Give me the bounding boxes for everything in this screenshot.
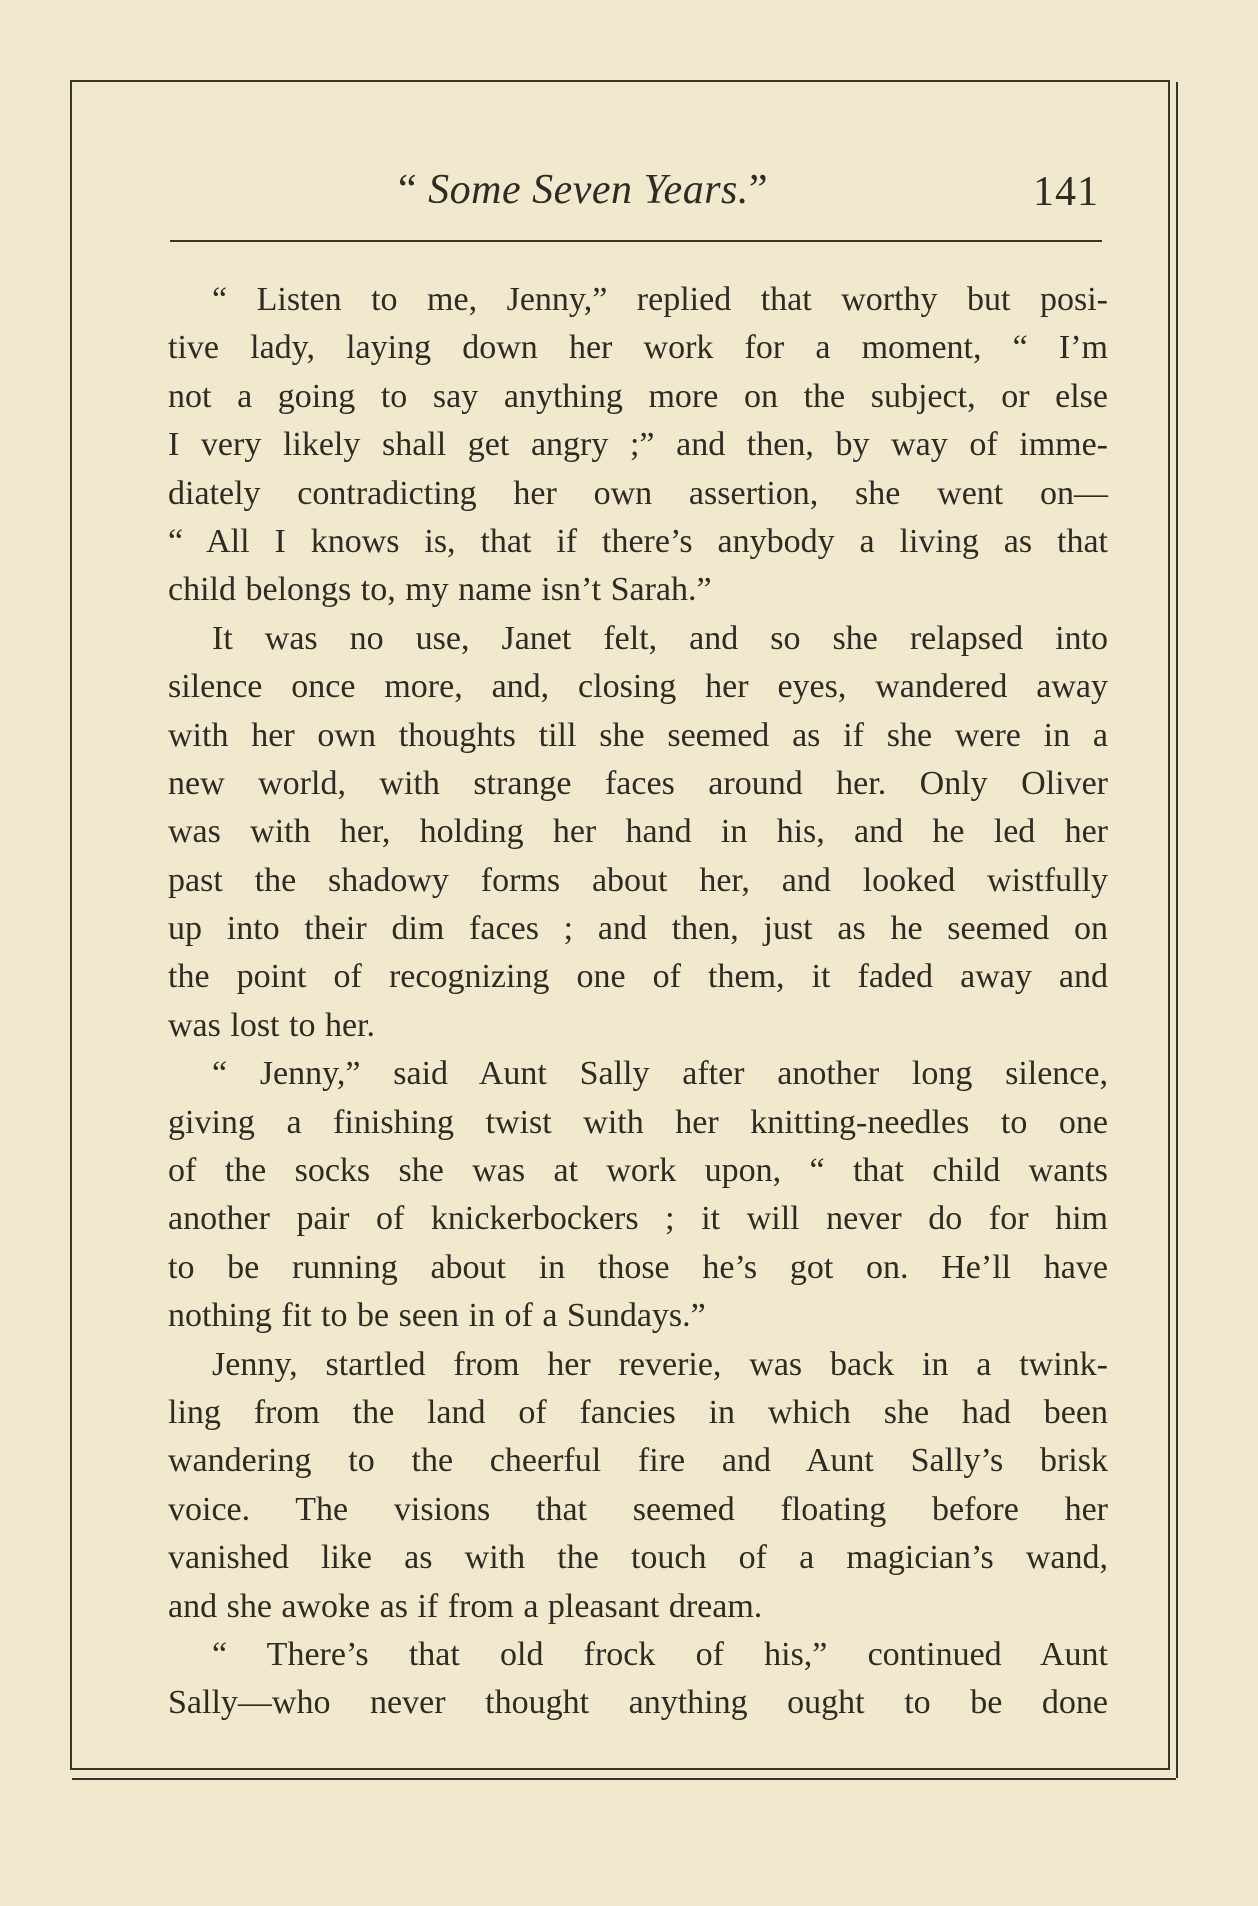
text-line: ling from the land of fancies in which she had been: [168, 1393, 1108, 1431]
text-line: diately contradicting her own assertion, she went on—: [168, 474, 1108, 512]
running-head: [168, 166, 1103, 236]
running-title-close-quote: ”: [748, 167, 769, 213]
page-number: 141: [1033, 169, 1099, 215]
text-line: of the socks she was at work upon, “ that child wants: [168, 1152, 1108, 1190]
running-title-open-quote: “: [398, 167, 418, 213]
text-line: I very likely shall get angry ;” and then, by way of imme-: [168, 426, 1108, 464]
text-line: to be running about in those he’s got on. He’ll have: [168, 1248, 1108, 1286]
running-title: [398, 166, 768, 214]
text-line: was lost to her.: [168, 1006, 375, 1044]
text-line: past the shadowy forms about her, and looked wistfully: [168, 861, 1108, 899]
text-line: new world, with strange faces around her. Only Oliver: [168, 764, 1108, 802]
page-border-bottom-rule: [72, 1778, 1176, 1780]
running-title-text: Some Seven Years.: [428, 167, 749, 213]
text-line: was with her, holding her hand in his, and he led her: [168, 813, 1108, 851]
header-rule: [170, 240, 1102, 242]
text-line: silence once more, and, closing her eyes, wandered away: [168, 668, 1108, 706]
text-line: “ There’s that old frock of his,” continued Aunt: [212, 1635, 1108, 1673]
text-line: Jenny, startled from her reverie, was back in a twink-: [212, 1345, 1108, 1383]
text-line: another pair of knickerbockers ; it will never do for him: [168, 1200, 1108, 1238]
text-line: “ Jenny,” said Aunt Sally after another long silence,: [212, 1055, 1108, 1093]
text-line: Sally—who never thought anything ought to be done: [168, 1684, 1108, 1722]
page-border-right-rule: [1176, 82, 1178, 1778]
text-line: up into their dim faces ; and then, just as he seemed on: [168, 910, 1108, 948]
body-text: [168, 276, 1108, 1728]
text-line: nothing fit to be seen in of a Sundays.”: [168, 1297, 706, 1335]
text-line: tive lady, laying down her work for a moment, “ I’m: [168, 329, 1108, 367]
text-line: “ Listen to me, Jenny,” replied that worthy but posi-: [212, 281, 1108, 318]
text-line: giving a finishing twist with her knitting-needles to one: [168, 1103, 1108, 1141]
text-line: wandering to the cheerful fire and Aunt Sally’s brisk: [168, 1442, 1108, 1480]
text-line: child belongs to, my name isn’t Sarah.”: [168, 571, 712, 609]
text-line: “ All I knows is, that if there’s anybody a living as that: [168, 522, 1108, 560]
text-line: voice. The visions that seemed floating before her: [168, 1490, 1108, 1528]
text-line: vanished like as with the touch of a magician’s wand,: [168, 1539, 1108, 1577]
text-line: It was no use, Janet felt, and so she relapsed into: [212, 619, 1108, 657]
text-line: not a going to say anything more on the subject, or else: [168, 377, 1108, 415]
text-line: the point of recognizing one of them, it faded away and: [168, 958, 1108, 996]
text-line: and she awoke as if from a pleasant dream.: [168, 1587, 763, 1625]
text-line: with her own thoughts till she seemed as if she were in a: [168, 716, 1108, 754]
